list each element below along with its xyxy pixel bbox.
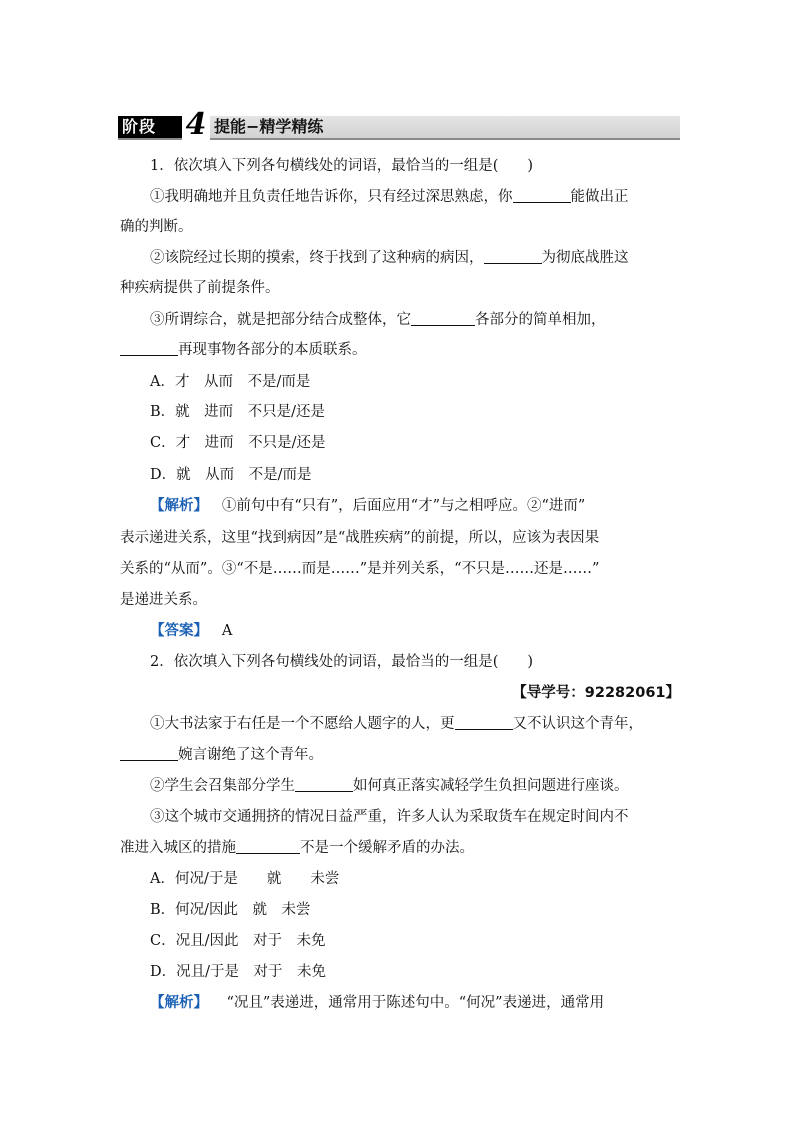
q1-sentence1-line1 bbox=[120, 187, 680, 207]
q1-option-a: A．才 从而 不是/而是 bbox=[150, 374, 311, 390]
q2-sentence3-line2 bbox=[120, 838, 680, 858]
stage-number: 4 bbox=[182, 110, 210, 140]
q1-s3-text-c: 再现事物各部分的本质联系。 bbox=[178, 342, 367, 358]
q2-option-d: D．况且/于是 对于 未免 bbox=[150, 964, 327, 980]
fill-blank bbox=[484, 249, 542, 264]
q1-sentence3-line2 bbox=[120, 340, 680, 360]
q1-option-b: B．就 进而 不只是/还是 bbox=[150, 404, 326, 420]
q1-sentence3-line1 bbox=[120, 310, 680, 330]
q1-sentence2-line2: 种疾病提供了前提条件。 bbox=[120, 280, 280, 296]
fill-blank bbox=[411, 311, 475, 326]
q1-option-d: D．就 从而 不是/而是 bbox=[150, 467, 312, 483]
q1-s2-text-a: ②该院经过长期的摸索，终于找到了这种病的病因， bbox=[150, 250, 484, 266]
fill-blank bbox=[120, 746, 178, 761]
q2-option-a: A．何况/于是 就 未尝 bbox=[150, 871, 340, 887]
q2-sentence2-line1 bbox=[120, 776, 680, 796]
q1-analysis-text1: ①前句中有“只有”，后面应用“才”与之相呼应。②“进而” bbox=[221, 498, 586, 514]
q1-analysis-line1 bbox=[120, 496, 680, 516]
section-banner bbox=[118, 107, 680, 142]
q2-analysis-line1 bbox=[120, 993, 680, 1013]
q2-option-c: C．况且/因此 对于 未免 bbox=[150, 933, 326, 949]
q1-analysis-line2: 表示递进关系，这里“找到病因”是“战胜疾病”的前提，所以，应该为表因果 bbox=[120, 530, 600, 546]
q2-s2-text-a: ②学生会召集部分学生 bbox=[150, 778, 295, 794]
q2-option-b: B．何况/因此 就 未尝 bbox=[150, 902, 311, 918]
q2-s2-text-b: 如何真正落实减轻学生负担问题进行座谈。 bbox=[353, 778, 629, 794]
analysis-tag: 【解析】 bbox=[150, 995, 208, 1011]
fill-blank bbox=[295, 777, 353, 792]
q1-s3-text-a: ③所谓综合，就是把部分结合成整体，它 bbox=[150, 312, 411, 328]
q1-answer-line bbox=[120, 621, 680, 641]
q2-analysis-text1: “况且”表递进，通常用于陈述句中。“何况”表递进，通常用 bbox=[226, 995, 605, 1011]
q1-option-c: C．才 进而 不只是/还是 bbox=[150, 435, 326, 451]
guide-number: 【导学号：92282061】 bbox=[512, 685, 680, 701]
q1-sentence2-line1 bbox=[120, 248, 680, 268]
analysis-tag: 【解析】 bbox=[150, 498, 208, 514]
q1-analysis-line4: 是递进关系。 bbox=[120, 592, 207, 608]
q1-stem: 1．依次填入下列各句横线处的词语，最恰当的一组是( ) bbox=[150, 158, 534, 174]
q2-s1-text-a: ①大书法家于右任是一个不愿给人题字的人，更 bbox=[150, 716, 455, 732]
q2-sentence3-line1: ③这个城市交通拥挤的情况日益严重，许多人认为采取货车在规定时间内不 bbox=[150, 809, 629, 825]
q2-sentence1-line2 bbox=[120, 745, 680, 765]
fill-blank bbox=[455, 715, 513, 730]
q2-s1-text-c: 婉言谢绝了这个青年。 bbox=[178, 747, 323, 763]
q2-s3-text-c: 不是一个缓解矛盾的办法。 bbox=[300, 840, 474, 856]
q1-s2-text-b: 为彻底战胜这 bbox=[541, 250, 629, 266]
q2-s3-text-b: 准进入城区的措施 bbox=[120, 840, 236, 856]
q1-sentence1-line2: 确的判断。 bbox=[120, 219, 193, 235]
q1-s3-text-b: 各部分的简单相加， bbox=[475, 312, 606, 328]
q2-stem: 2．依次填入下列各句横线处的词语，最恰当的一组是( ) bbox=[150, 654, 534, 670]
fill-blank bbox=[236, 839, 300, 854]
fill-blank bbox=[120, 341, 178, 356]
q2-sentence1-line1 bbox=[120, 714, 680, 734]
q1-s1-text-a: ①我明确地并且负责任地告诉你，只有经过深思熟虑，你 bbox=[150, 189, 513, 205]
fill-blank bbox=[513, 188, 571, 203]
q1-analysis-line3: 关系的“从而”。③“不是……而是……”是并列关系，“不只是……还是……” bbox=[120, 561, 600, 577]
section-title: 提能−精学精练 bbox=[214, 117, 324, 136]
q2-s1-text-b: 又不认识这个青年， bbox=[512, 716, 643, 732]
q1-answer: A bbox=[221, 623, 233, 639]
stage-label: 阶段 bbox=[118, 116, 182, 138]
answer-tag: 【答案】 bbox=[150, 623, 208, 639]
q1-s1-text-b: 能做出正 bbox=[570, 189, 629, 205]
